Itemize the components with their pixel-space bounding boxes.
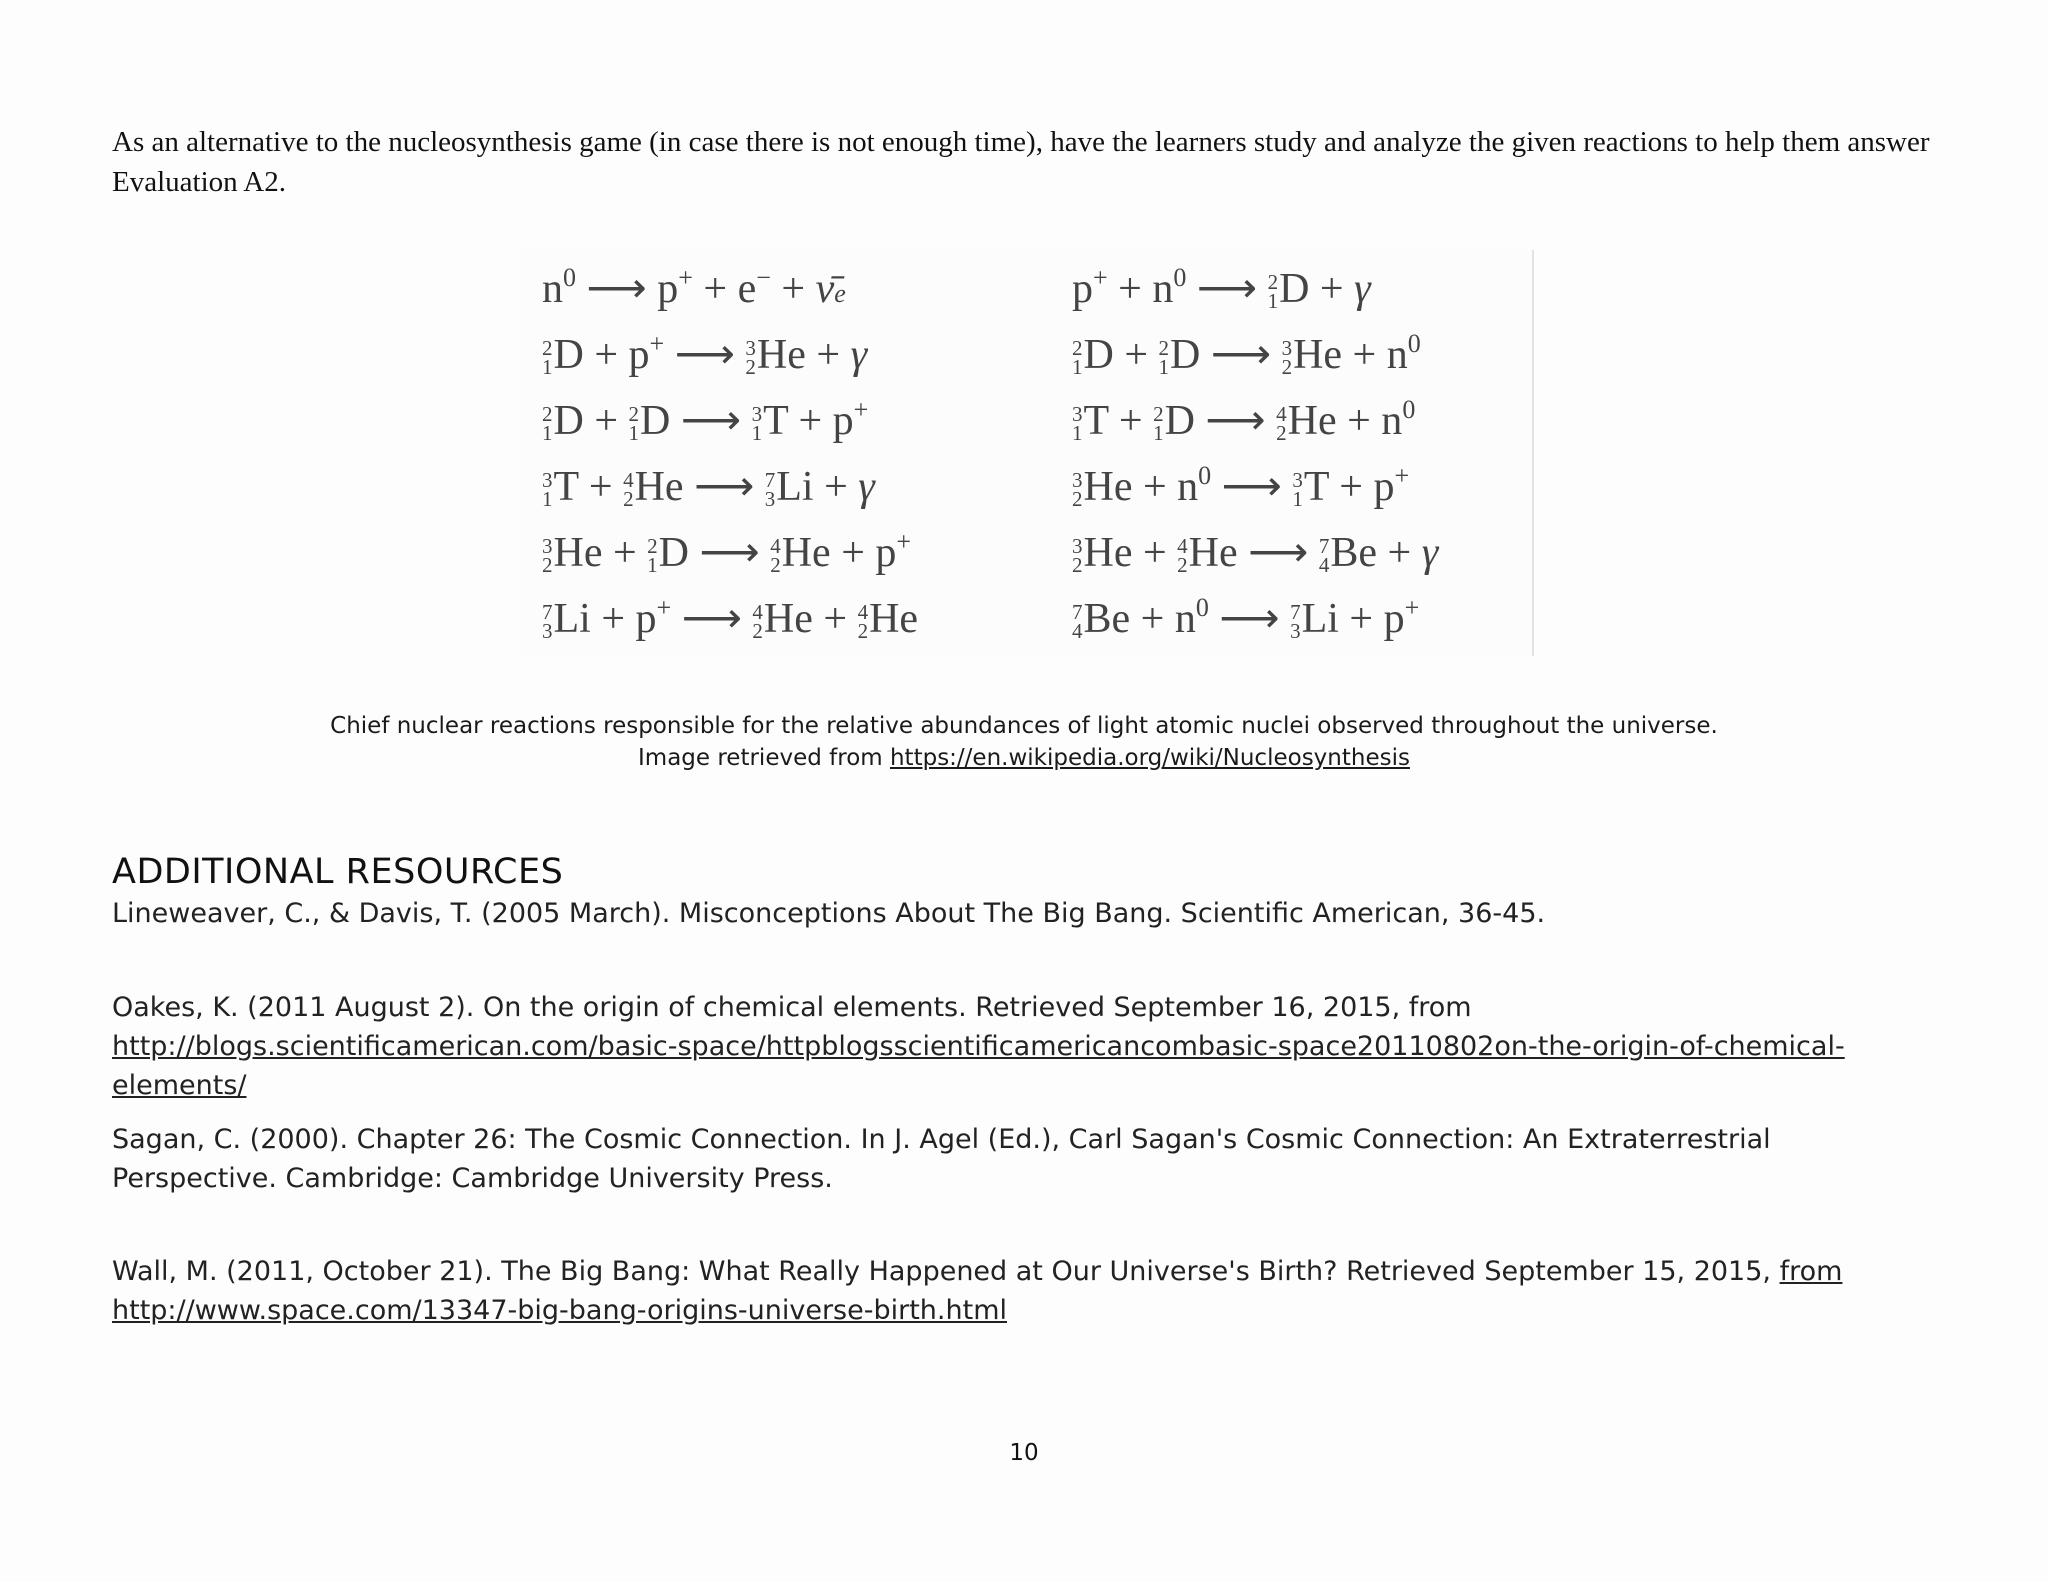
wikipedia-link[interactable]: https://en.wikipedia.org/wiki/Nucleosynthesis <box>889 745 1410 771</box>
reference-item <box>112 894 1942 933</box>
figure-source-prefix: Image retrieved from <box>638 745 890 771</box>
reaction-equation: 3 2 $He + n^0$ ⟶ 3 1 T + p+ <box>1072 461 1410 512</box>
reaction-equation: $p^+ + n^0$ ⟶ 2 1 D + γ <box>1072 263 1371 314</box>
section-heading: ADDITIONAL RESOURCES <box>112 852 564 892</box>
reaction-equation: 2 1 D + 2 1 D ⟶ 3 2 $He + n^0$ <box>1072 329 1421 380</box>
reaction-equation: 2 1 D + p+ ⟶ 3 2 He + γ <box>542 329 868 380</box>
reaction-equation: 7 3 Li + p+ ⟶ 4 2 He + 4 2 He <box>542 593 919 644</box>
page-number: 10 <box>1009 1440 1039 1466</box>
reference-text: Oakes, K. (2011 August 2). On the origin of chemical elements. Retrieved September 16, 2015, from <box>112 992 1472 1023</box>
figure-caption: Chief nuclear reactions responsible for the relative abundances of light atomic nuclei observed throughout the universe. <box>330 713 1718 739</box>
reference-link[interactable]: http://blogs.scientificamerican.com/basic-space/httpblogsscientificamericancombasic-space20110802on-the-origin-of-chemical-elements/ <box>112 1031 1845 1101</box>
figure-source <box>0 742 2048 774</box>
reference-item <box>112 1252 1942 1330</box>
reference-item <box>112 1120 1942 1198</box>
reference-link[interactable]: from http://www.space.com/13347-big-bang-origins-universe-birth.html <box>112 1256 1843 1326</box>
reaction-equation: 3 2 He + 4 2 He ⟶ 7 4 Be + γ <box>1072 530 1439 578</box>
intro-paragraph: As an alternative to the nucleosynthesis game (in case there is not enough time), have the learners study and analyze the given reactions to help them answer Evaluation A2. <box>112 126 1930 198</box>
reference-item <box>112 988 1942 1105</box>
reaction-equation: 7 4 $Be + n^0$ ⟶ 7 3 Li + p+ <box>1072 593 1420 644</box>
reaction-equation: $n^0$ ⟶ p+ + e− + ν̄e <box>542 263 846 312</box>
reference-text: Lineweaver, C., & Davis, T. (2005 March). Misconceptions About The Big Bang. Scientific American, 36-45. <box>112 898 1546 929</box>
reaction-equation: 2 1 D + 2 1 D ⟶ 3 1 T + p+ <box>542 395 869 446</box>
nuclear-reactions-figure <box>520 250 1534 656</box>
reaction-equation: 3 1 T + 2 1 D ⟶ 4 2 $He + n^0$ <box>1072 395 1416 446</box>
reference-text: Wall, M. (2011, October 21). The Big Bang: What Really Happened at Our Universe's Birth? Retrieved September 15, 2015, <box>112 1256 1780 1287</box>
reaction-equation: 3 2 He + 2 1 D ⟶ 4 2 He + p+ <box>542 527 912 578</box>
reaction-equation: 3 1 T + 4 2 He ⟶ 7 3 Li + γ <box>542 464 875 512</box>
reference-text: Sagan, C. (2000). Chapter 26: The Cosmic Connection. In J. Agel (Ed.), Carl Sagan's Cosmic Connection: An Extraterrestrial Perspective. Cambridge: Cambridge University Press. <box>112 1124 1771 1194</box>
